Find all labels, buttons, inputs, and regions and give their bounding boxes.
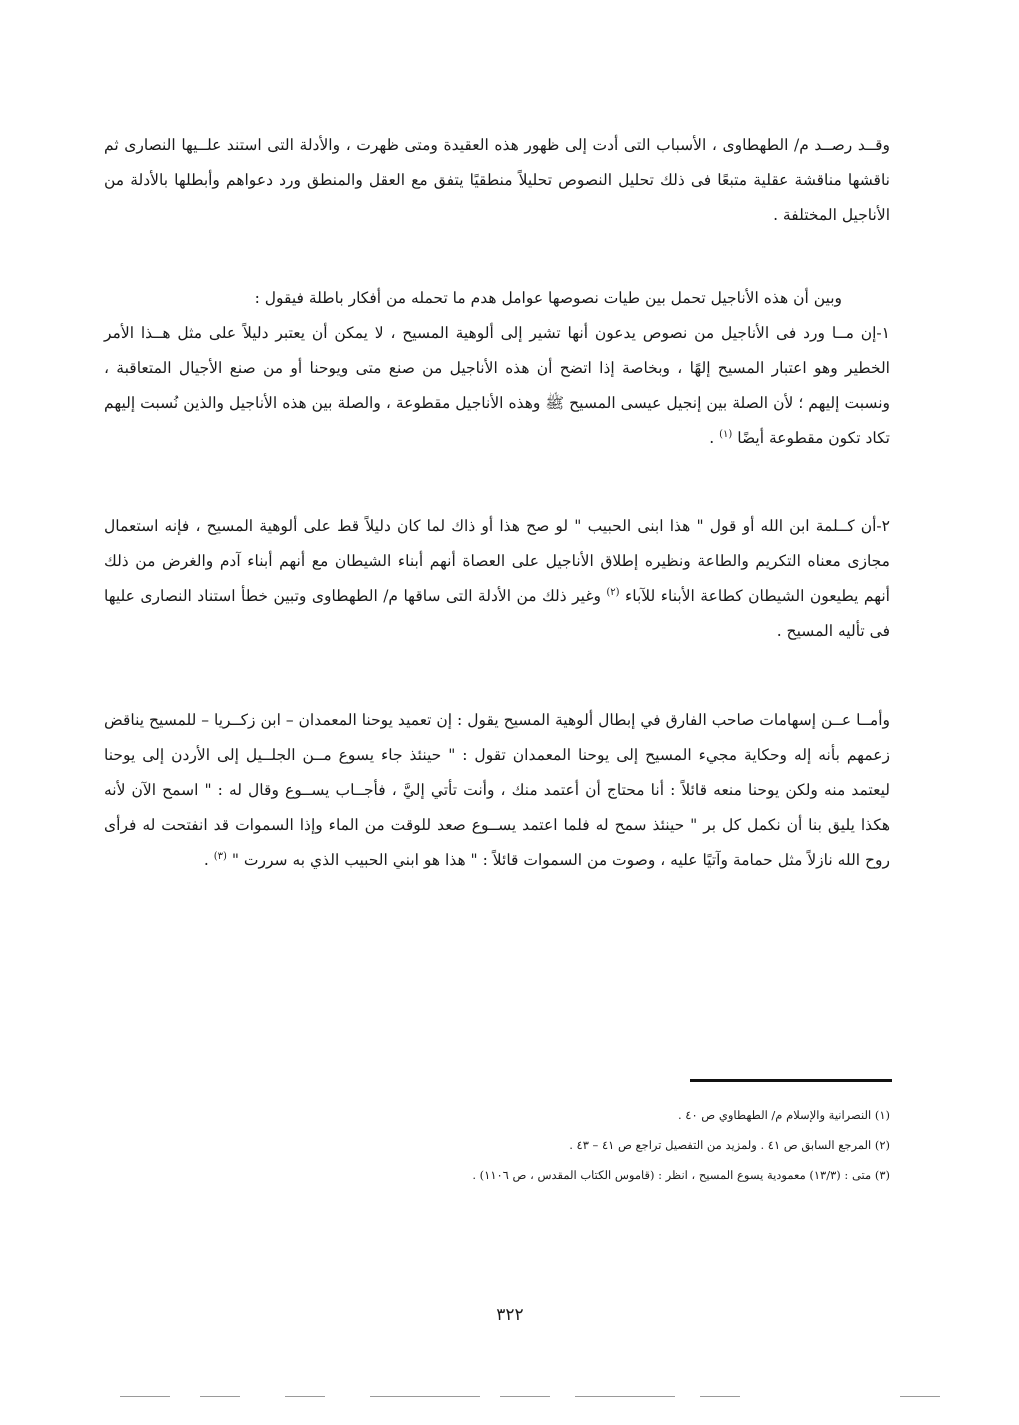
footnote-ref-3: (٣) xyxy=(213,850,227,862)
paragraph-2-intro: وبين أن هذه الأناجيل تحمل بين طيات نصوصها عوامل هدم ما تحمله من أفكار باطلة فيقول : xyxy=(254,289,842,307)
scan-edge-mark xyxy=(700,1396,740,1397)
scan-edge-mark xyxy=(500,1396,550,1397)
list-item-1-text: ١-إن مــا ورد فى الأناجيل من نصوص يدعون أنها تشير إلى ألوهية المسيح ، لا يمكن أن يعتبر دليلاً على مثل هــذا الأمر الخطير وهو اعتبار المسيح إلهًا ، وبخاصة إذا اتضح أن هذه الأناجيل من صنع متى ويوحنا أو من صنع الأجيال المتعاقبة ، ونسبت إليهم ؛ لأن الصلة بين إنجيل عيسى المسيح ﷺ وهذه الأناجيل مقطوعة ، والصلة بين هذه الأناجيل والذين نُسبت إليهم تكاد تكون مقطوعة أيضًا xyxy=(104,324,890,447)
list-item-1-end: . xyxy=(709,429,720,447)
scan-edge-mark xyxy=(120,1396,170,1397)
footnote-separator xyxy=(690,1079,892,1082)
footnote-3: (٣) متى : (١٣/٣) معمودية يسوع المسيح ، انظر : (قاموس الكتاب المقدس ، ص ١١٠٦) . xyxy=(472,1168,890,1182)
list-item-1 xyxy=(104,316,890,456)
paragraph-4-end: . xyxy=(203,851,214,869)
scan-edge-mark xyxy=(575,1396,675,1397)
list-item-2-text-b: وغير ذلك من الأدلة التى ساقها م/ الطهطاوى وتبين خطأ استناد النصارى عليها فى تأليه المسيح . xyxy=(104,587,890,640)
scan-edge-mark xyxy=(285,1396,325,1397)
paragraph-1: وقــد رصــد م/ الطهطاوى ، الأسباب التى أدت إلى ظهور هذه العقيدة ومتى ظهرت ، والأدلة التى استند علــيها النصارى ثم ناقشها مناقشة عقلية متبعًا فى ذلك تحليل النصوص تحليلاً منطقيًا يتفق مع العقل والمنطق ورد دعواهم وأبطلها بالأدلة من الأناجيل المختلفة . xyxy=(104,136,890,224)
paragraph-3 xyxy=(104,509,954,649)
footnote-1: (١) النصرانية والإسلام م/ الطهطاوي ص ٤٠ . xyxy=(677,1108,890,1122)
footnote-2: (٢) المرجع السابق ص ٤١ . ولمزيد من التفصيل تراجع ص ٤١ – ٤٣ . xyxy=(569,1138,890,1152)
paragraph-4-text: وأمــا عــن إسهامات صاحب الفارق في إبطال ألوهية المسيح يقول : إن تعميد يوحنا المعمدان – ابن زكــريا – للمسيح يناقض زعمهم بأنه إله وحكاية مجيء المسيح إلى يوحنا المعمدان تقول : " حينئذ جاء يسوع مــن الجلــيل إلى الأردن إلى يوحنا ليعتمد منه ولكن يوحنا منعه قائلاً : أنا محتاج أن أعتمد منك ، وأنت تأتي إليَّ ، فأجــاب يســوع وقال له : " اسمح الآن لأنه هكذا يليق بنا أن نكمل كل بر " حينئذ سمح له فلما اعتمد يســوع صعد للوقت من الماء وإذا السموات قد انفتحت له فرأى روح الله نازلاً مثل حمامة وآتيًا عليه ، وصوت من السموات قائلاً : " هذا هو ابني الحبيب الذي به سررت " xyxy=(104,711,890,869)
scan-edge-mark xyxy=(200,1396,240,1397)
list-item-2-text-a: ٢-أن كــلمة ابن الله أو قول " هذا ابنى الحبيب " لو صح هذا أو ذاك لما كان دليلاً قط على ألوهية المسيح ، فإنه استعمال مجازى معناه التكريم والطاعة ونظيره إطلاق الأناجيل على العصاة أنهم أبناء الشيطان مع أنهم أبناء آدم والغرض من ذلك أنهم يطيعون الشيطان كطاعة الأبناء للآباء xyxy=(104,517,890,605)
footnote-ref-1: (١) xyxy=(719,428,733,440)
footnote-ref-2: (٢) xyxy=(606,586,620,598)
paragraph-2 xyxy=(104,281,890,456)
paragraph-4 xyxy=(104,703,938,878)
scan-edge-mark xyxy=(900,1396,940,1397)
scan-edge-mark xyxy=(370,1396,480,1397)
page-number: ٣٢٢ xyxy=(496,1305,524,1325)
footnotes xyxy=(300,1100,890,1190)
